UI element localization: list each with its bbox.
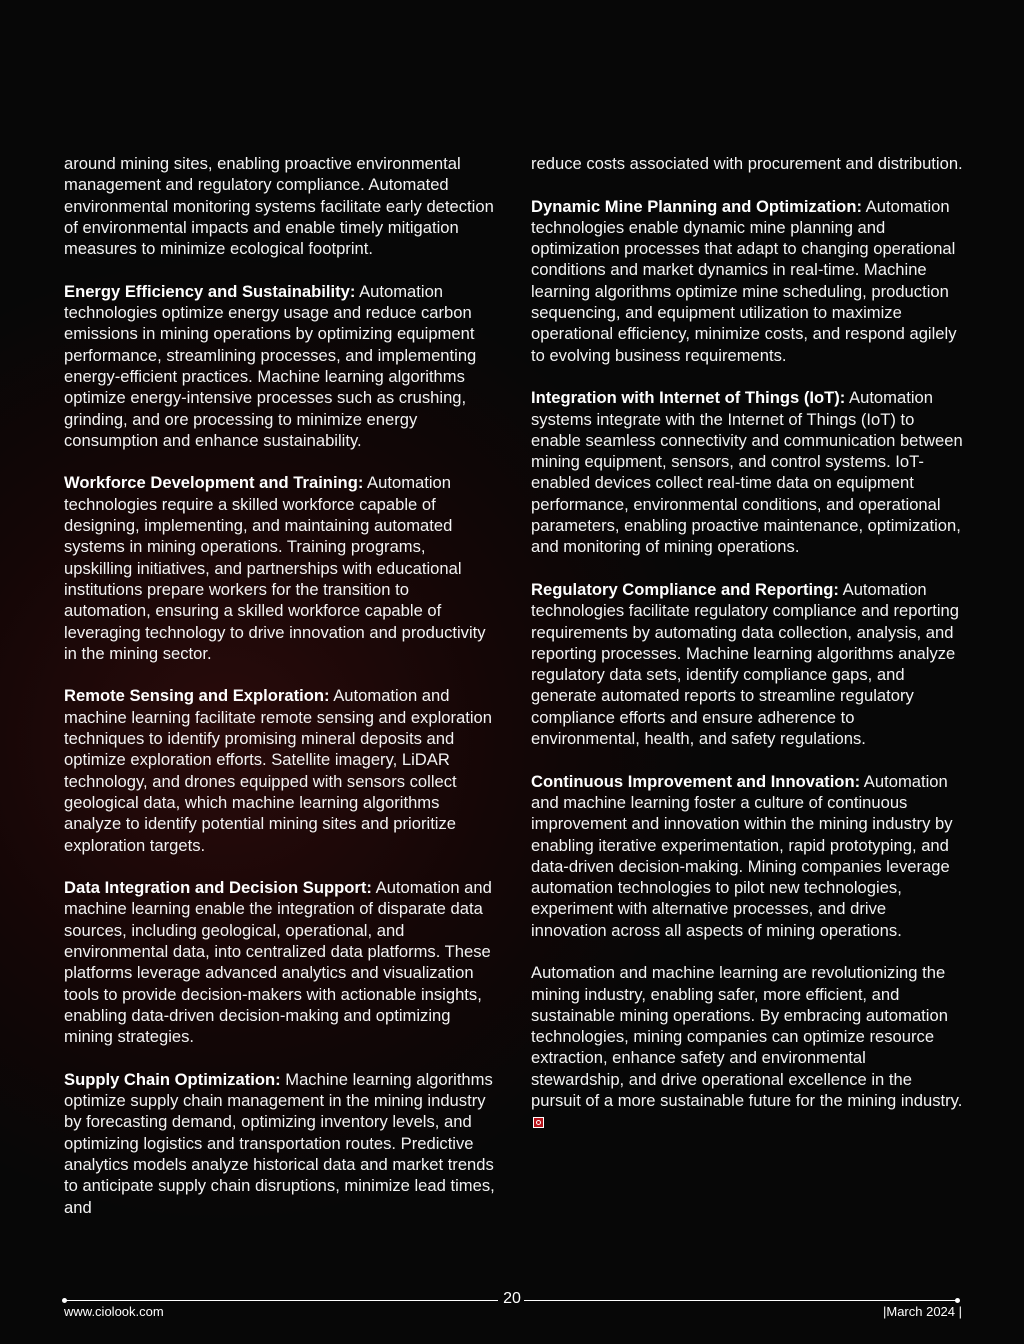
paragraph-intro-left bbox=[64, 153, 496, 259]
paragraph-text: Automation systems integrate with the Internet of Things (IoT) to enable seamless connectivity and communication between mining equipment, sensors, and control systems. IoT-enabled devices collect real-time data on equipment performance, environmental conditions, and operational parameters, enabling proactive maintenance, optimization, and monitoring of mining operations. bbox=[531, 388, 963, 557]
paragraph-text: Automation and machine learning enable the integration of disparate data sources, including geological, operational, and environmental data, into centralized data platforms. These platforms leverage advanced analytics and visualization tools to provide decision-makers with actionable insights, enabling data-driven decision-making and optimizing mining strategies. bbox=[64, 878, 492, 1047]
paragraph-intro-right bbox=[531, 153, 963, 174]
paragraph-heading: Regulatory Compliance and Reporting: bbox=[531, 579, 839, 599]
paragraph-mine-planning bbox=[531, 196, 963, 366]
paragraph-text: reduce costs associated with procurement and distribution. bbox=[531, 154, 963, 173]
paragraph-heading: Workforce Development and Training: bbox=[64, 473, 364, 493]
paragraph-text: Automation and machine learning facilitate remote sensing and exploration techniques to identify promising mineral deposits and optimize exploration efforts. Satellite imagery, LiDAR technology, and drones equipped with sensors collect geological data, which machine learning algorithms analyze to identify potential mining sites and prioritize exploration targets. bbox=[64, 686, 493, 855]
paragraph-workforce-development bbox=[64, 472, 496, 664]
paragraph-heading: Continuous Improvement and Innovation: bbox=[531, 771, 861, 791]
paragraph-conclusion bbox=[531, 962, 963, 1132]
paragraph-remote-sensing bbox=[64, 685, 496, 855]
paragraph-data-integration bbox=[64, 877, 496, 1047]
paragraph-text: Automation technologies enable dynamic mine planning and optimization processes that adapt to changing operational conditions and market dynamics in real-time. Machine learning algorithms optimize mine scheduling, production sequencing, and equipment utilization to maximize operational efficiency, minimize costs, and respond agilely to evolving business requirements. bbox=[531, 196, 957, 365]
footer-divider-right bbox=[524, 1300, 958, 1301]
footer-divider-left bbox=[64, 1300, 498, 1301]
paragraph-text: Automation technologies optimize energy usage and reduce carbon emissions in mining operations by optimizing equipment performance, streamlining processes, and implementing energy-efficient practices. Machine learning algorithms optimize energy-intensive processes such as crushing, grinding, and ore processing to minimize energy consumption and enhance sustainability. bbox=[64, 281, 477, 450]
footer-date: |March 2024 | bbox=[882, 1304, 962, 1319]
end-of-article-icon bbox=[533, 1117, 544, 1128]
paragraph-heading: Energy Efficiency and Sustainability: bbox=[64, 281, 356, 301]
paragraph-iot-integration bbox=[531, 387, 963, 557]
paragraph-energy-efficiency bbox=[64, 281, 496, 451]
paragraph-text: Automation and machine learning foster a culture of continuous improvement and innovation within the mining industry by enabling iterative experimentation, rapid prototyping, and data-driven decision-making. Mining companies leverage automation technologies to pilot new technologies, experiment with alternative processes, and drive innovation across all aspects of mining operations. bbox=[531, 771, 953, 940]
paragraph-supply-chain bbox=[64, 1069, 496, 1218]
paragraph-heading: Supply Chain Optimization: bbox=[64, 1069, 281, 1089]
paragraph-text: Automation technologies require a skilled workforce capable of designing, implementing, and maintaining automated systems in mining operations. Training programs, upskilling initiatives, and partnerships with educational institutions prepare workers for the transition to automation, ensuring a skilled workforce capable of leveraging technology to drive innovation and productivity in the mining sector. bbox=[64, 473, 486, 663]
footer-dot-right bbox=[955, 1298, 960, 1303]
paragraph-heading: Integration with Internet of Things (IoT): bbox=[531, 388, 846, 408]
paragraph-text: Automation technologies facilitate regulatory compliance and reporting requirements by automating data collection, analysis, and reporting processes. Machine learning algorithms analyze regulatory data sets, identify compliance gaps, and generate automated reports to streamline regulatory compliance efforts and ensure adherence to environmental, health, and safety regulations. bbox=[531, 579, 960, 749]
paragraph-text: Automation and machine learning are revolutionizing the mining industry, enabling safer, more efficient, and sustainable mining operations. By embracing automation technologies, mining companies can optimize resource extraction, enhance safety and environmental stewardship, and drive operational excellence in the pursuit of a more sustainable future for the mining industry. bbox=[531, 963, 963, 1111]
paragraph-text: Machine learning algorithms optimize supply chain management in the mining industry by forecasting demand, optimizing inventory levels, and optimizing logistics and transportation routes. Predictive analytics models analyze historical data and market trends to anticipate supply chain disruptions, minimize lead times, and bbox=[64, 1069, 495, 1217]
paragraph-heading: Data Integration and Decision Support: bbox=[64, 878, 372, 898]
paragraph-heading: Dynamic Mine Planning and Optimization: bbox=[531, 196, 862, 216]
right-column bbox=[531, 153, 963, 1154]
left-column bbox=[64, 153, 496, 1239]
paragraph-continuous-improvement bbox=[531, 771, 963, 941]
paragraph-text: around mining sites, enabling proactive environmental management and regulatory compliance. Automated environmental monitoring systems facilitate early detection of environmental impacts and enable timely mitigation measures to minimize ecological footprint. bbox=[64, 154, 494, 259]
paragraph-regulatory-compliance bbox=[531, 579, 963, 749]
page-number: 20 bbox=[503, 1290, 521, 1307]
footer-website: www.ciolook.com bbox=[64, 1304, 164, 1319]
paragraph-heading: Remote Sensing and Exploration: bbox=[64, 686, 330, 706]
